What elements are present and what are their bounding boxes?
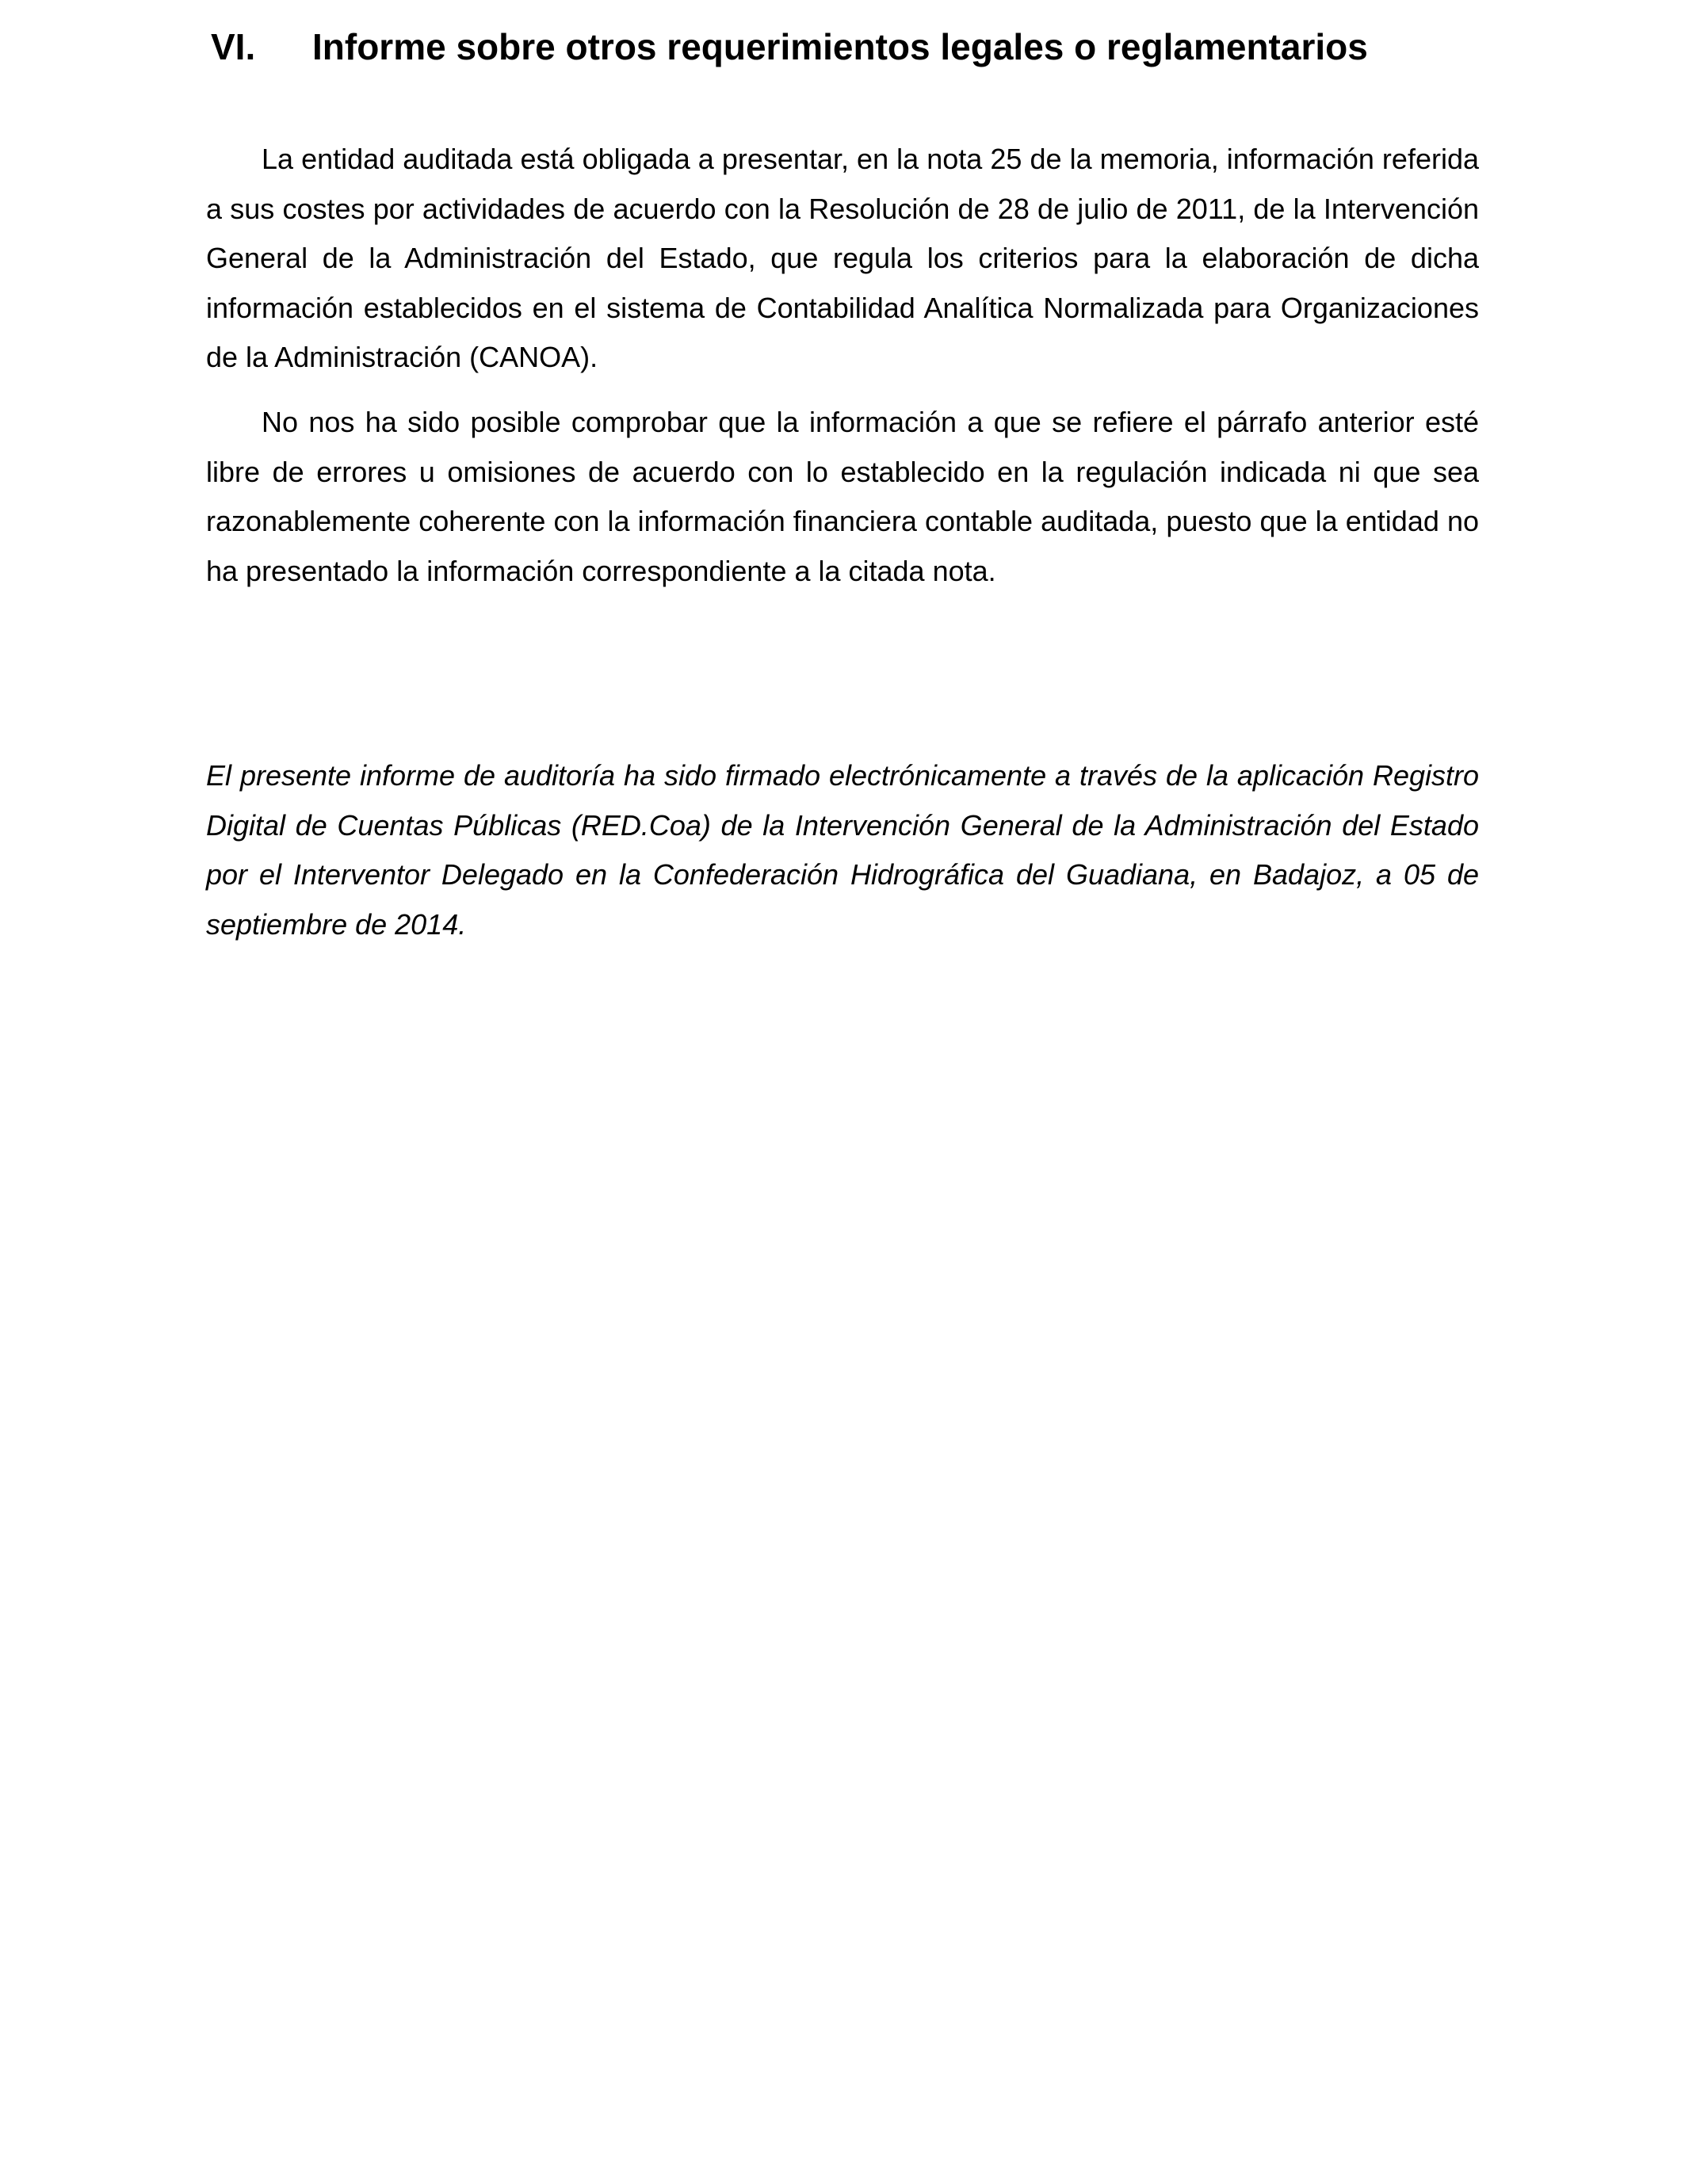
section-number: VI. xyxy=(211,26,256,67)
electronic-signature-note: El presente informe de auditoría ha sido firmado electrónicamente a través de la aplicación Registro Digital de Cuentas Públicas (RED.Coa) de la Intervención General de la Administración del Estado por el Interventor Delegado en la Confederación Hidrográfica del Guadiana, en Badajoz, a 05 de septiembre de 2014. xyxy=(206,759,1479,941)
section-heading xyxy=(211,19,1479,74)
paragraph-canoa-obligation: La entidad auditada está obligada a presentar, en la nota 25 de la memoria, información referida a sus costes por actividades de acuerdo con la Resolución de 28 de julio de 2011, de la Intervención General de la Administración del Estado, que regula los criterios para la elaboración de dicha información establecidos en el sistema de Contabilidad Analítica Normalizada para Organizaciones de la Administración (CANOA). xyxy=(206,143,1479,373)
paragraph-verification-limitation: No nos ha sido posible comprobar que la información a que se refiere el párrafo anterior esté libre de errores u omisiones de acuerdo con lo establecido en la regulación indicada ni que sea razonablemente coherente con la información financiera contable auditada, puesto que la entidad no ha presentado la información correspondiente a la citada nota. xyxy=(206,406,1479,587)
section-title: Informe sobre otros requerimientos legales o reglamentarios xyxy=(312,26,1368,67)
